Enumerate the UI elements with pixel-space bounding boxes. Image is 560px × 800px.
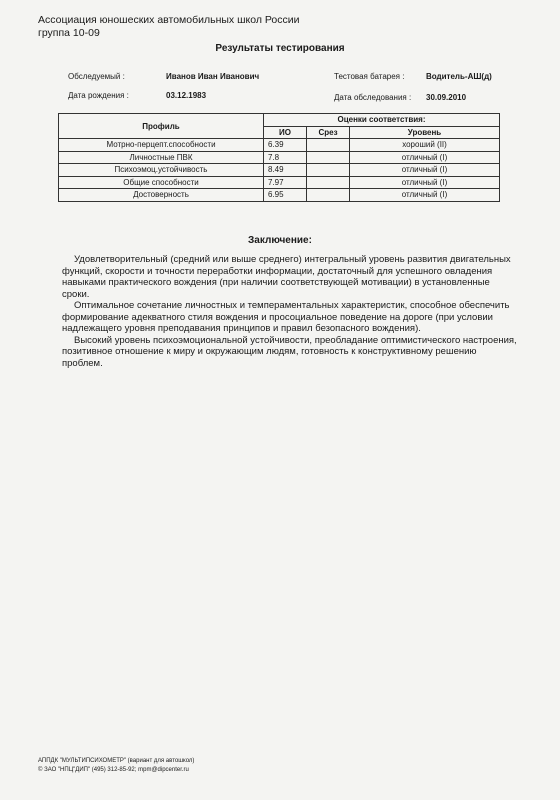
conclusion-body [62, 254, 518, 369]
srez-column-header: Срез [307, 126, 350, 139]
examined-label: Обследуемый : [68, 72, 125, 81]
footer-copyright-line: © ЗАО "НПЦ"ДИП" (495) 312-85-92; mpm@dipcenter.ru [38, 766, 189, 773]
table-row [59, 139, 500, 152]
conclusion-paragraph: Оптимальное сочетание личностных и темпераментальных характеристик, способное обеспечить формирование адекватного стиля вождения и просоциальное поведение на дороге (при условии надлежащего уровня преподавания принципов и правил безопасного вождения). [62, 300, 510, 334]
io-cell: 7.97 [264, 176, 307, 189]
exam-date-label: Дата обследования : [334, 93, 412, 102]
footer-product-line: АППДК "МУЛЬТИПСИХОМЕТР" (вариант для автошкол) [38, 758, 195, 764]
srez-cell [307, 189, 350, 202]
level-cell: отличный (I) [350, 164, 500, 177]
level-cell: отличный (I) [350, 176, 500, 189]
birth-date-value: 03.12.1983 [166, 91, 207, 100]
table-row [59, 151, 500, 164]
srez-cell [307, 176, 350, 189]
srez-cell [307, 139, 350, 152]
conclusion-title: Заключение: [248, 235, 312, 246]
profile-cell: Личностные ПВК [59, 151, 264, 164]
results-table [58, 113, 500, 202]
srez-cell [307, 164, 350, 177]
profile-cell: Общие способности [59, 176, 264, 189]
level-column-header: Уровень [350, 126, 500, 139]
birth-date-label: Дата рождения : [68, 91, 129, 100]
page-title: Результаты тестирования [215, 43, 345, 54]
level-cell: хороший (II) [350, 139, 500, 152]
table-row [59, 164, 500, 177]
conclusion-paragraph: Удовлетворительный (средний или выше среднего) интегральный уровень развития двигательных функций, скорости и точности переработки информации, достаточный для успешного овладения навыками практического вождения (при наличии соответствующей мотивации) в установленные сроки. [62, 254, 511, 300]
scores-header: Оценки соответствия: [264, 114, 500, 127]
examined-value: Иванов Иван Иванович [166, 72, 260, 81]
io-column-header: ИО [264, 126, 307, 139]
profile-cell: Достоверность [59, 189, 264, 202]
battery-label: Тестовая батарея : [334, 72, 405, 81]
profile-cell: Психоэмоц.устойчивость [59, 164, 264, 177]
srez-cell [307, 151, 350, 164]
conclusion-paragraph: Высокий уровень психоэмоциональной устойчивости, преобладание оптимистического настроения, позитивное отношение к миру и окружающим людям, готовность к конструктивному решению проблем. [62, 334, 517, 369]
level-cell: отличный (I) [350, 189, 500, 202]
table-row [59, 176, 500, 189]
io-cell: 6.95 [264, 189, 307, 202]
organization-name: Ассоциация юношеских автомобильных школ России [38, 14, 300, 26]
table-row [59, 189, 500, 202]
exam-date-value: 30.09.2010 [426, 93, 467, 102]
organization-header [38, 14, 299, 40]
table-header-row [59, 114, 500, 127]
io-cell: 6.39 [264, 139, 307, 152]
io-cell: 7.8 [264, 151, 307, 164]
footer [38, 757, 194, 774]
profile-header: Профиль [59, 114, 264, 139]
battery-value: Водитель-АШ(д) [426, 72, 492, 81]
group-label: группа 10-09 [38, 27, 100, 39]
level-cell: отличный (I) [350, 151, 500, 164]
profile-cell: Мотрно-перцепт.способности [59, 139, 264, 152]
io-cell: 8.49 [264, 164, 307, 177]
